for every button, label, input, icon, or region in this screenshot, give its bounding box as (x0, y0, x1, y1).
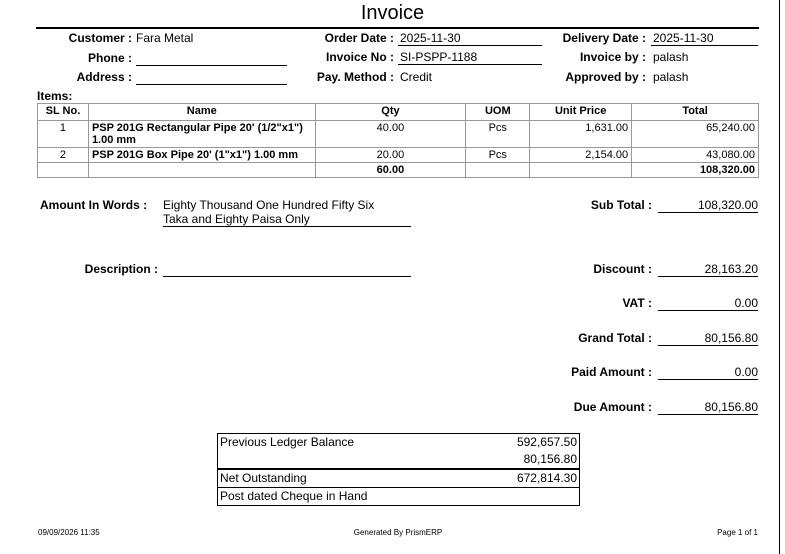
due-amount-value: 80,156.80 (704, 400, 758, 414)
description-underline (163, 276, 411, 277)
ledger-cheque-label: Post dated Cheque in Hand (220, 489, 368, 503)
ledger-net-row (218, 468, 579, 487)
approved-by-label: Approved by : (565, 70, 646, 84)
items-table (37, 103, 759, 178)
row-unit-price: 1,631.00 (530, 121, 632, 148)
footer-page: Page 1 of 1 (717, 528, 758, 537)
row-total: 65,240.00 (632, 121, 759, 148)
column-header-qty: Qty (315, 104, 466, 121)
sub-total-label: Sub Total : (590, 198, 652, 212)
discount-label: Discount : (593, 262, 652, 276)
due-amount-underline (658, 414, 758, 415)
pay-method-value: Credit (400, 70, 433, 84)
discount-value: 28,163.20 (704, 262, 758, 276)
grand-total-underline (658, 345, 758, 346)
ledger-box (217, 433, 580, 506)
items-label: Items: (37, 89, 73, 103)
amount-in-words-line1: Eighty Thousand One Hundred Fifty Six (163, 198, 375, 212)
column-header-total: Total (632, 104, 759, 121)
amount-in-words-label: Amount In Words : (40, 198, 148, 212)
total-row-blank (530, 163, 632, 178)
table-row (38, 148, 759, 163)
customer-label: Customer : (68, 31, 132, 45)
footer-timestamp: 09/09/2026 11:35 (38, 528, 100, 537)
sub-total-value: 108,320.00 (697, 198, 758, 212)
delivery-date-underline (651, 45, 758, 46)
ledger-current-value: 80,156.80 (523, 452, 577, 466)
ledger-previous-label: Previous Ledger Balance (220, 435, 355, 449)
row-uom: Pcs (466, 148, 530, 163)
due-amount-label: Due Amount : (573, 400, 652, 414)
paid-amount-label: Paid Amount : (571, 365, 652, 379)
row-total: 43,080.00 (632, 148, 759, 163)
paid-amount-value: 0.00 (734, 365, 758, 379)
phone-label: Phone : (88, 51, 132, 65)
column-header-unit-price: Unit Price (530, 104, 632, 121)
table-row (38, 121, 759, 148)
row-unit-price: 2,154.00 (530, 148, 632, 163)
phone-underline (136, 65, 287, 66)
invoice-no-underline (398, 64, 542, 65)
total-row-blank (88, 163, 315, 178)
approved-by-value: palash (653, 70, 689, 84)
vat-label: VAT : (622, 296, 652, 310)
invoice-no-value: SI-PSPP-1188 (400, 50, 478, 64)
column-header-name: Name (88, 104, 315, 121)
amount-in-words-underline (163, 226, 411, 227)
invoice-title: Invoice (360, 2, 425, 24)
ledger-current-row (218, 451, 579, 468)
invoice-no-label: Invoice No : (325, 50, 394, 64)
delivery-date-value: 2025-11-30 (653, 31, 714, 45)
table-total-row (38, 163, 759, 178)
order-date-underline (398, 45, 542, 46)
customer-value: Fara Metal (136, 31, 194, 45)
vat-underline (658, 310, 758, 311)
invoice-by-label: Invoice by : (579, 50, 646, 64)
total-qty: 60.00 (315, 163, 466, 178)
discount-underline (658, 276, 758, 277)
row-qty: 40.00 (315, 121, 466, 148)
sub-total-underline (658, 212, 758, 213)
row-name: PSP 201G Rectangular Pipe 20' (1/2"x1") 1.00 mm (88, 121, 315, 148)
vat-value: 0.00 (734, 296, 758, 310)
ledger-previous-value: 592,657.50 (516, 435, 577, 449)
delivery-date-label: Delivery Date : (562, 31, 646, 45)
description-label: Description : (84, 262, 158, 276)
total-row-blank (38, 163, 89, 178)
address-underline (136, 84, 287, 85)
row-qty: 20.00 (315, 148, 466, 163)
address-label: Address : (76, 70, 132, 84)
total-row-blank (466, 163, 530, 178)
column-header-uom: UOM (466, 104, 530, 121)
column-header-sl: SL No. (38, 104, 89, 121)
invoice-by-value: palash (653, 50, 689, 64)
amount-in-words-line2: Taka and Eighty Paisa Only (163, 212, 310, 226)
ledger-net-value: 672,814.30 (516, 471, 577, 485)
row-uom: Pcs (466, 121, 530, 148)
table-header-row (38, 104, 759, 121)
order-date-value: 2025-11-30 (400, 31, 461, 45)
grand-total-value: 80,156.80 (704, 331, 758, 345)
grand-total-label: Grand Total : (578, 331, 652, 345)
ledger-previous-row (218, 434, 579, 451)
total-amount: 108,320.00 (632, 163, 759, 178)
page-border (779, 0, 780, 554)
row-sl: 1 (38, 121, 89, 148)
ledger-net-label: Net Outstanding (220, 471, 307, 485)
row-sl: 2 (38, 148, 89, 163)
pay-method-label: Pay. Method : (316, 70, 394, 84)
title-divider (36, 27, 759, 29)
footer-generated-by: Generated By PrismERP (353, 528, 443, 537)
order-date-label: Order Date : (324, 31, 394, 45)
ledger-cheque-row (218, 487, 579, 505)
row-name: PSP 201G Box Pipe 20' (1"x1") 1.00 mm (88, 148, 315, 163)
paid-amount-underline (658, 379, 758, 380)
